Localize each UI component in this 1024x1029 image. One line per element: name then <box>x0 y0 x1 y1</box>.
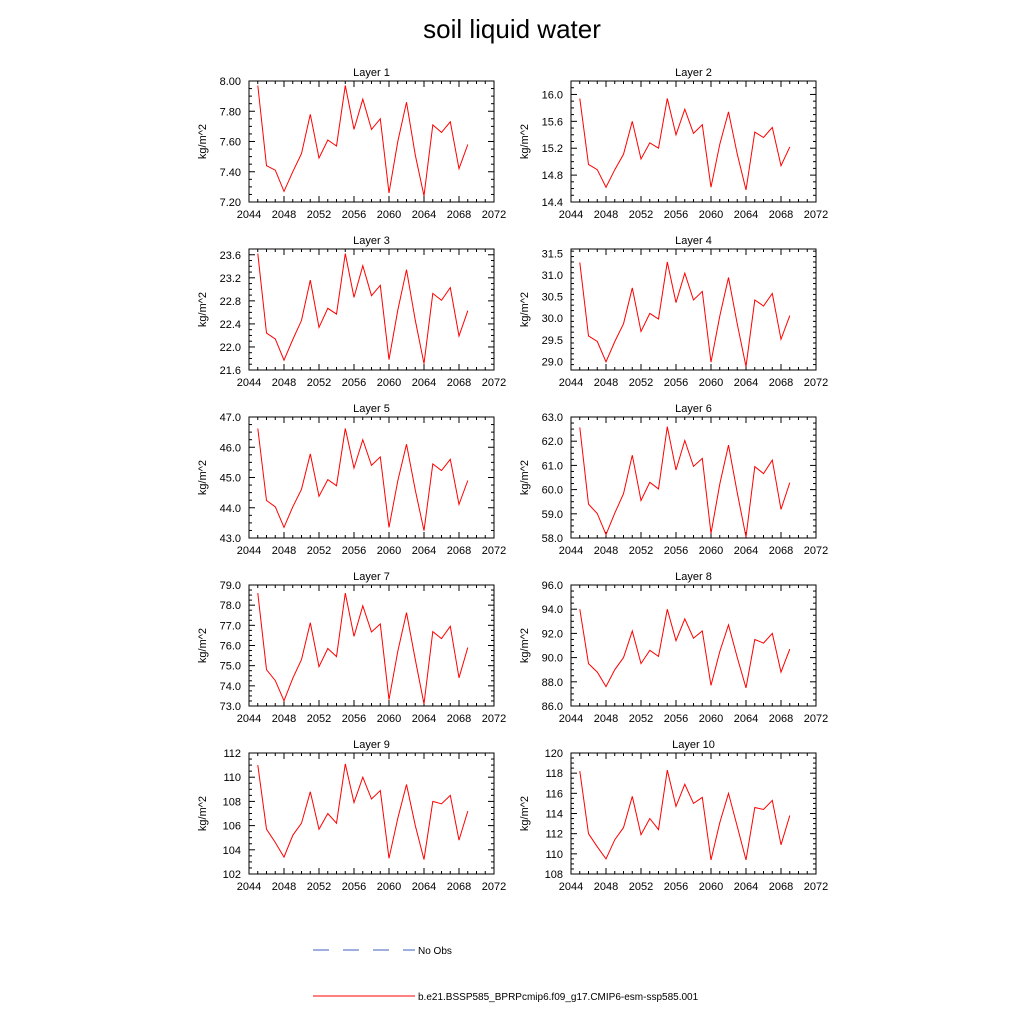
x-tick-label: 2056 <box>663 545 689 557</box>
legend <box>313 946 699 1003</box>
y-tick-label: 29.5 <box>541 334 563 347</box>
x-tick-label: 2068 <box>446 377 472 389</box>
subplot-layer-5 <box>197 403 506 557</box>
y-tick-label: 14.4 <box>541 197 563 209</box>
y-axis-label: kg/m^2 <box>519 291 531 328</box>
x-tick-label: 2060 <box>376 713 402 725</box>
x-tick-label: 2064 <box>411 881 437 893</box>
plot-frame <box>571 585 816 706</box>
subplot-layer-7 <box>197 571 506 725</box>
plot-frame <box>571 417 816 538</box>
x-tick-label: 2052 <box>628 209 654 221</box>
subplot-title: Layer 7 <box>353 571 390 583</box>
plot-frame <box>249 249 494 370</box>
y-tick-label: 118 <box>545 768 563 781</box>
x-tick-label: 2052 <box>628 713 654 725</box>
x-tick-label: 2072 <box>481 545 507 557</box>
plot-frame <box>249 753 494 874</box>
x-tick-label: 2068 <box>768 713 794 725</box>
x-tick-label: 2056 <box>663 377 689 389</box>
x-tick-label: 2068 <box>768 881 794 893</box>
x-tick-label: 2060 <box>698 881 724 893</box>
y-tick-label: 94.0 <box>541 604 563 617</box>
x-tick-label: 2048 <box>593 377 619 389</box>
x-tick-label: 2044 <box>236 881 262 893</box>
x-tick-label: 2044 <box>236 209 262 221</box>
x-tick-label: 2044 <box>558 545 584 557</box>
y-tick-label: 22.8 <box>219 295 241 308</box>
y-tick-label: 29.0 <box>541 356 563 369</box>
x-tick-label: 2060 <box>376 377 402 389</box>
x-tick-label: 2068 <box>446 545 472 557</box>
y-tick-label: 96.0 <box>541 580 563 592</box>
y-tick-label: 23.2 <box>219 272 241 285</box>
x-tick-label: 2072 <box>803 881 829 893</box>
x-tick-label: 2048 <box>271 713 297 725</box>
subplot-title: Layer 2 <box>675 67 712 79</box>
y-tick-label: 31.5 <box>541 248 563 261</box>
x-tick-label: 2072 <box>803 545 829 557</box>
x-tick-label: 2048 <box>271 545 297 557</box>
x-tick-label: 2048 <box>593 545 619 557</box>
x-tick-label: 2072 <box>481 881 507 893</box>
y-axis-label: kg/m^2 <box>197 459 209 496</box>
x-tick-label: 2064 <box>733 713 759 725</box>
plot-frame <box>249 81 494 202</box>
x-tick-label: 2072 <box>481 377 507 389</box>
y-tick-label: 46.0 <box>219 442 241 455</box>
y-tick-label: 77.0 <box>219 620 241 633</box>
x-tick-label: 2044 <box>558 377 584 389</box>
series-line <box>580 427 790 537</box>
subplot-title: Layer 6 <box>675 403 712 415</box>
subplot-layer-10 <box>519 739 828 893</box>
x-tick-label: 2064 <box>733 377 759 389</box>
y-tick-label: 63.0 <box>541 412 563 424</box>
subplot-layer-4 <box>519 235 828 389</box>
x-tick-label: 2044 <box>236 713 262 725</box>
x-tick-label: 2064 <box>733 881 759 893</box>
x-tick-label: 2044 <box>236 377 262 389</box>
y-tick-label: 7.60 <box>219 136 241 149</box>
x-tick-label: 2060 <box>698 377 724 389</box>
y-tick-label: 7.40 <box>219 166 241 179</box>
subplot-layer-8 <box>519 571 828 725</box>
y-axis-label: kg/m^2 <box>519 459 531 496</box>
y-tick-label: 45.0 <box>219 472 241 485</box>
x-tick-label: 2072 <box>481 713 507 725</box>
y-axis-label: kg/m^2 <box>197 627 209 664</box>
y-tick-label: 106 <box>222 820 241 833</box>
y-tick-label: 104 <box>222 844 241 857</box>
y-tick-label: 7.20 <box>219 197 241 209</box>
y-axis-label: kg/m^2 <box>519 795 531 832</box>
x-tick-label: 2048 <box>271 209 297 221</box>
x-tick-label: 2052 <box>306 713 332 725</box>
y-tick-label: 88.0 <box>541 676 563 689</box>
y-tick-label: 15.2 <box>541 143 563 156</box>
legend-label-model: b.e21.BSSP585_BPRPcmip6.f09_g17.CMIP6-esm-ssp585.001 <box>418 992 699 1003</box>
x-tick-label: 2056 <box>341 377 367 389</box>
x-tick-label: 2064 <box>411 377 437 389</box>
x-tick-label: 2052 <box>306 377 332 389</box>
y-tick-label: 86.0 <box>541 701 563 713</box>
subplot-title: Layer 1 <box>353 67 390 79</box>
x-tick-label: 2052 <box>628 545 654 557</box>
series-line <box>258 593 468 704</box>
subplot-layer-2 <box>519 67 828 221</box>
y-axis-label: kg/m^2 <box>519 627 531 664</box>
x-tick-label: 2072 <box>803 713 829 725</box>
y-tick-label: 30.0 <box>541 313 563 326</box>
series-line <box>258 429 468 531</box>
y-axis-label: kg/m^2 <box>197 123 209 160</box>
series-line <box>580 770 790 860</box>
x-tick-label: 2068 <box>446 881 472 893</box>
x-tick-label: 2064 <box>411 209 437 221</box>
x-tick-label: 2064 <box>733 545 759 557</box>
x-tick-label: 2044 <box>558 713 584 725</box>
subplot-title: Layer 8 <box>675 571 712 583</box>
series-line <box>258 254 468 364</box>
y-tick-label: 58.0 <box>541 533 563 545</box>
subplot-title: Layer 9 <box>353 739 390 751</box>
y-tick-label: 78.0 <box>219 600 241 613</box>
x-tick-label: 2056 <box>341 713 367 725</box>
x-tick-label: 2044 <box>558 881 584 893</box>
y-tick-label: 75.0 <box>219 660 241 673</box>
x-tick-label: 2056 <box>663 881 689 893</box>
plot-frame <box>249 585 494 706</box>
y-tick-label: 62.0 <box>541 436 563 449</box>
x-tick-label: 2056 <box>663 209 689 221</box>
series-line <box>258 764 468 860</box>
x-tick-label: 2052 <box>306 881 332 893</box>
x-tick-label: 2068 <box>768 545 794 557</box>
y-tick-label: 108 <box>222 796 241 809</box>
x-tick-label: 2068 <box>768 377 794 389</box>
subplot-layer-3 <box>197 235 506 389</box>
y-tick-label: 43.0 <box>219 533 241 545</box>
x-tick-label: 2052 <box>628 377 654 389</box>
y-tick-label: 90.0 <box>541 652 563 665</box>
plot-frame <box>571 249 816 370</box>
y-tick-label: 102 <box>222 869 241 881</box>
y-tick-label: 114 <box>545 808 563 821</box>
y-tick-label: 60.0 <box>541 484 563 497</box>
x-tick-label: 2072 <box>803 377 829 389</box>
subplot-layer-9 <box>197 739 506 893</box>
y-tick-label: 110 <box>223 772 241 785</box>
legend-label-no-obs: No Obs <box>418 946 452 957</box>
x-tick-label: 2060 <box>376 881 402 893</box>
plot-frame <box>249 417 494 538</box>
subplot-title: Layer 4 <box>675 235 712 247</box>
y-tick-label: 112 <box>545 828 563 841</box>
x-tick-label: 2060 <box>698 545 724 557</box>
y-tick-label: 21.6 <box>219 365 241 377</box>
x-tick-label: 2068 <box>768 209 794 221</box>
x-tick-label: 2056 <box>341 209 367 221</box>
y-tick-label: 30.5 <box>541 291 563 304</box>
y-tick-label: 31.0 <box>541 269 563 282</box>
x-tick-label: 2072 <box>803 209 829 221</box>
y-axis-label: kg/m^2 <box>197 795 209 832</box>
y-tick-label: 16.0 <box>541 89 563 102</box>
x-tick-label: 2056 <box>341 881 367 893</box>
series-line <box>580 609 790 688</box>
x-tick-label: 2068 <box>446 209 472 221</box>
subplot-layer-6 <box>519 403 828 557</box>
y-tick-label: 22.4 <box>219 318 241 331</box>
x-tick-label: 2048 <box>593 881 619 893</box>
x-tick-label: 2060 <box>698 713 724 725</box>
x-tick-label: 2044 <box>558 209 584 221</box>
y-tick-label: 92.0 <box>541 628 563 641</box>
y-tick-label: 15.6 <box>541 116 563 129</box>
x-tick-label: 2048 <box>593 209 619 221</box>
x-tick-label: 2048 <box>593 713 619 725</box>
subplot-title: Layer 10 <box>672 739 715 751</box>
x-tick-label: 2052 <box>628 881 654 893</box>
y-tick-label: 14.8 <box>541 170 563 183</box>
y-tick-label: 61.0 <box>541 460 563 473</box>
subplot-title: Layer 5 <box>353 403 390 415</box>
figure-title: soil liquid water <box>423 14 601 44</box>
y-tick-label: 47.0 <box>219 412 241 424</box>
x-tick-label: 2064 <box>411 545 437 557</box>
y-tick-label: 120 <box>544 748 563 760</box>
y-tick-label: 110 <box>545 848 563 861</box>
x-tick-label: 2064 <box>411 713 437 725</box>
x-tick-label: 2060 <box>376 209 402 221</box>
y-tick-label: 23.6 <box>219 249 241 262</box>
y-tick-label: 74.0 <box>219 680 241 693</box>
y-axis-label: kg/m^2 <box>519 123 531 160</box>
series-line <box>580 262 790 367</box>
y-tick-label: 73.0 <box>219 701 241 713</box>
y-tick-label: 8.00 <box>219 76 241 88</box>
y-tick-label: 79.0 <box>219 580 241 592</box>
x-tick-label: 2072 <box>481 209 507 221</box>
y-tick-label: 22.0 <box>219 341 241 354</box>
x-tick-label: 2044 <box>236 545 262 557</box>
y-tick-label: 112 <box>223 748 241 760</box>
y-tick-label: 44.0 <box>219 502 241 515</box>
y-tick-label: 7.80 <box>219 106 241 119</box>
x-tick-label: 2068 <box>446 713 472 725</box>
series-line <box>580 99 790 190</box>
x-tick-label: 2060 <box>698 209 724 221</box>
y-tick-label: 116 <box>545 788 563 801</box>
y-axis-label: kg/m^2 <box>197 291 209 328</box>
x-tick-label: 2048 <box>271 881 297 893</box>
y-tick-label: 59.0 <box>541 508 563 521</box>
x-tick-label: 2048 <box>271 377 297 389</box>
x-tick-label: 2056 <box>663 713 689 725</box>
subplot-layer-1 <box>197 67 506 221</box>
x-tick-label: 2064 <box>733 209 759 221</box>
x-tick-label: 2052 <box>306 209 332 221</box>
x-tick-label: 2060 <box>376 545 402 557</box>
y-tick-label: 108 <box>544 869 563 881</box>
series-line <box>258 86 468 196</box>
x-tick-label: 2056 <box>341 545 367 557</box>
x-tick-label: 2052 <box>306 545 332 557</box>
y-tick-label: 76.0 <box>219 640 241 653</box>
subplot-title: Layer 3 <box>353 235 390 247</box>
